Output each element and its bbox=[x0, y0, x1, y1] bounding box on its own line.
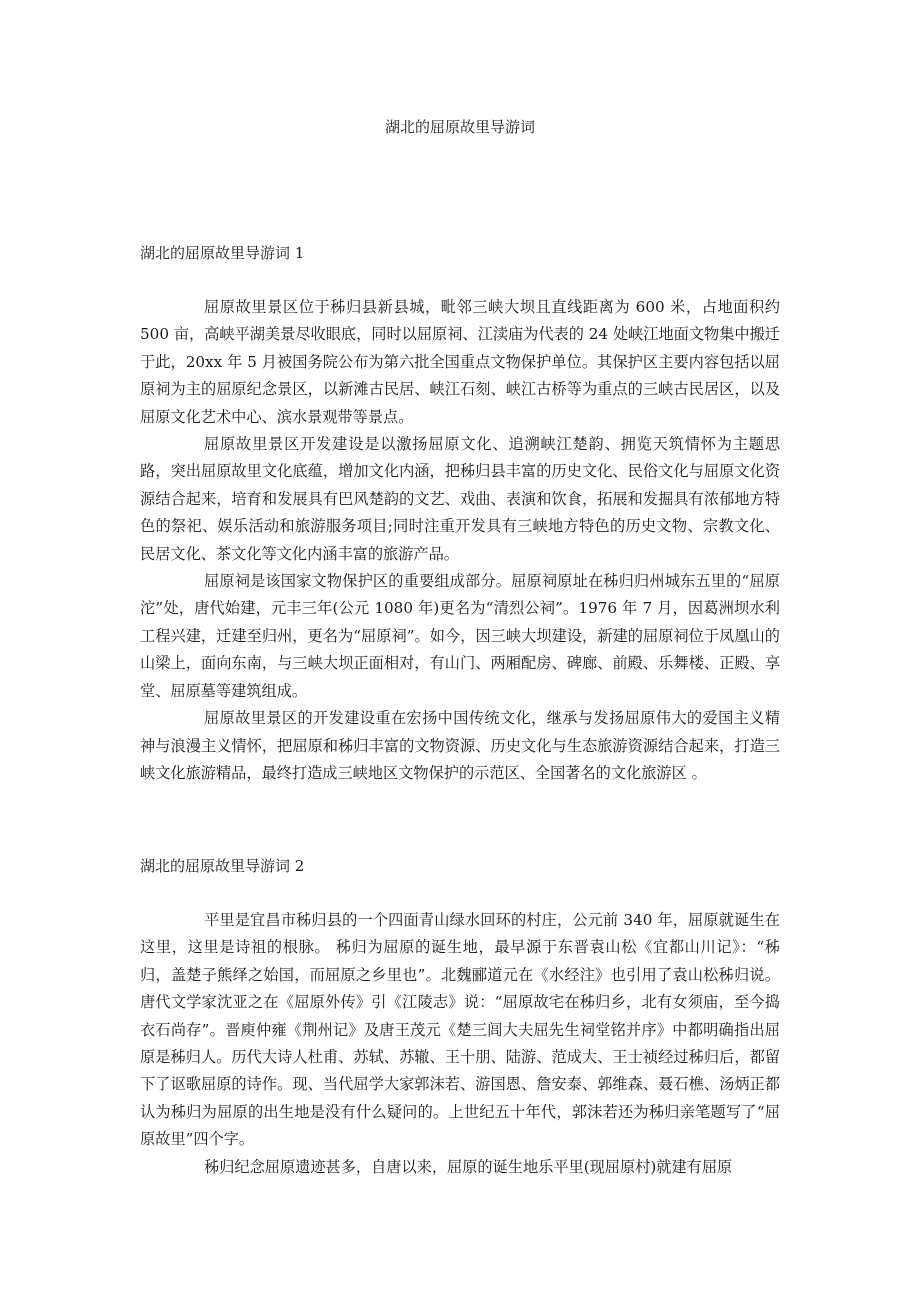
paragraph: 屈原故里景区的开发建设重在宏扬中国传统文化，继承与发扬屈原伟大的爱国主义精神与浪漫主义情怀，把屈原和秭归丰富的文物资源、历史文化与生态旅游资源结合起来，打造三峡文化旅游精品，最终打造成三峡地区文物保护的示范区、全国著名的文化旅游区 。 bbox=[140, 709, 780, 782]
document-title: 湖北的屈原故里导游词 bbox=[384, 118, 535, 136]
paragraph: 秭归纪念屈原遗迹甚多，自唐以来，屈原的诞生地乐平里(现屈原村)就建有屈原 bbox=[204, 1157, 733, 1176]
section-1-body bbox=[140, 294, 780, 787]
paragraph: 屈原故里景区开发建设是以激扬屈原文化、追溯峡江楚韵、拥览天筑情怀为主题思路，突出屈原故里文化底蕴，增加文化内涵，把秭归县丰富的历史文化、民俗文化与屈原文化资源结合起来，培育和发展具有巴风楚韵的文艺、戏曲、表演和饮食，拓展和发掘具有浓郁地方特色的祭祀、娱乐活动和旅游服务项目;同时注重开发具有三峡地方特色的历史文物、宗教文化、民居文化、茶文化等文化内涵丰富的旅游产品。 bbox=[140, 435, 780, 563]
paragraph: 屈原祠是该国家文物保护区的重要组成部分。屈原祠原址在秭归归州城东五里的“屈原沱”处，唐代始建，元丰三年(公元 1080 年)更名为“清烈公祠”。1976 年 7 月，因葛洲坝水利工程兴建，迁建至归州，更名为“屈原祠”。如今，因三峡大坝建设，新建的屈原祠位于凤凰山的山梁上，面向东南，与三峡大坝正面相对，有山门、两厢配房、碑廊、前殿、乐舞楼、正殿、享堂、屈原墓等建筑组成。 bbox=[140, 572, 780, 700]
paragraph: 平里是宜昌市秭归县的一个四面青山绿水回环的村庄，公元前 340 年，屈原就诞生在这里，这里是诗祖的根脉。 秭归为屈原的诞生地，最早源于东晋袁山松《宜都山川记》：“秭归，盖楚子熊绎之始国，而屈原之乡里也”。北魏郦道元在《水经注》也引用了袁山松秭归说。唐代文学家沈亚之在《屈原外传》引《江陵志》说：“屈原故宅在秭归乡，北有女须庙，至今捣衣石尚存”。晋庾仲雍《荆州记》及唐王茂元《楚三闾大夫屈先生祠堂铭并序》中都明确指出屈原是秭归人。历代大诗人杜甫、苏轼、苏辙、王十朋、陆游、范成大、王士祯经过秭归后，都留下了讴歌屈原的诗作。现、当代屈学大家郭沫若、游国恩、詹安泰、郭维森、聂石樵、汤炳正都认为秭归为屈原的出生地是没有什么疑问的。上世纪五十年代，郭沫若还为秭归亲笔题写了“屈原故里”四个字。 bbox=[140, 911, 780, 1149]
section-heading-1: 湖北的屈原故里导游词 1 bbox=[140, 244, 305, 262]
section-2-body bbox=[140, 907, 780, 1181]
paragraph: 屈原故里景区位于秭归县新县城，毗邻三峡大坝且直线距离为 600 米，占地面积约 500 亩，高峡平湖美景尽收眼底，同时以屈原祠、江渎庙为代表的 24 处峡江地面文物集中搬迁于此，20xx 年 5 月被国务院公布为第六批全国重点文物保护单位。其保护区主要内容包括以屈原祠为主的屈原纪念景区，以新滩古民居、峡江石刻、峡江古桥等为重点的三峡古民居区，以及屈原文化艺术中心、滨水景观带等景点。 bbox=[140, 298, 780, 426]
section-heading-2: 湖北的屈原故里导游词 2 bbox=[140, 857, 305, 875]
